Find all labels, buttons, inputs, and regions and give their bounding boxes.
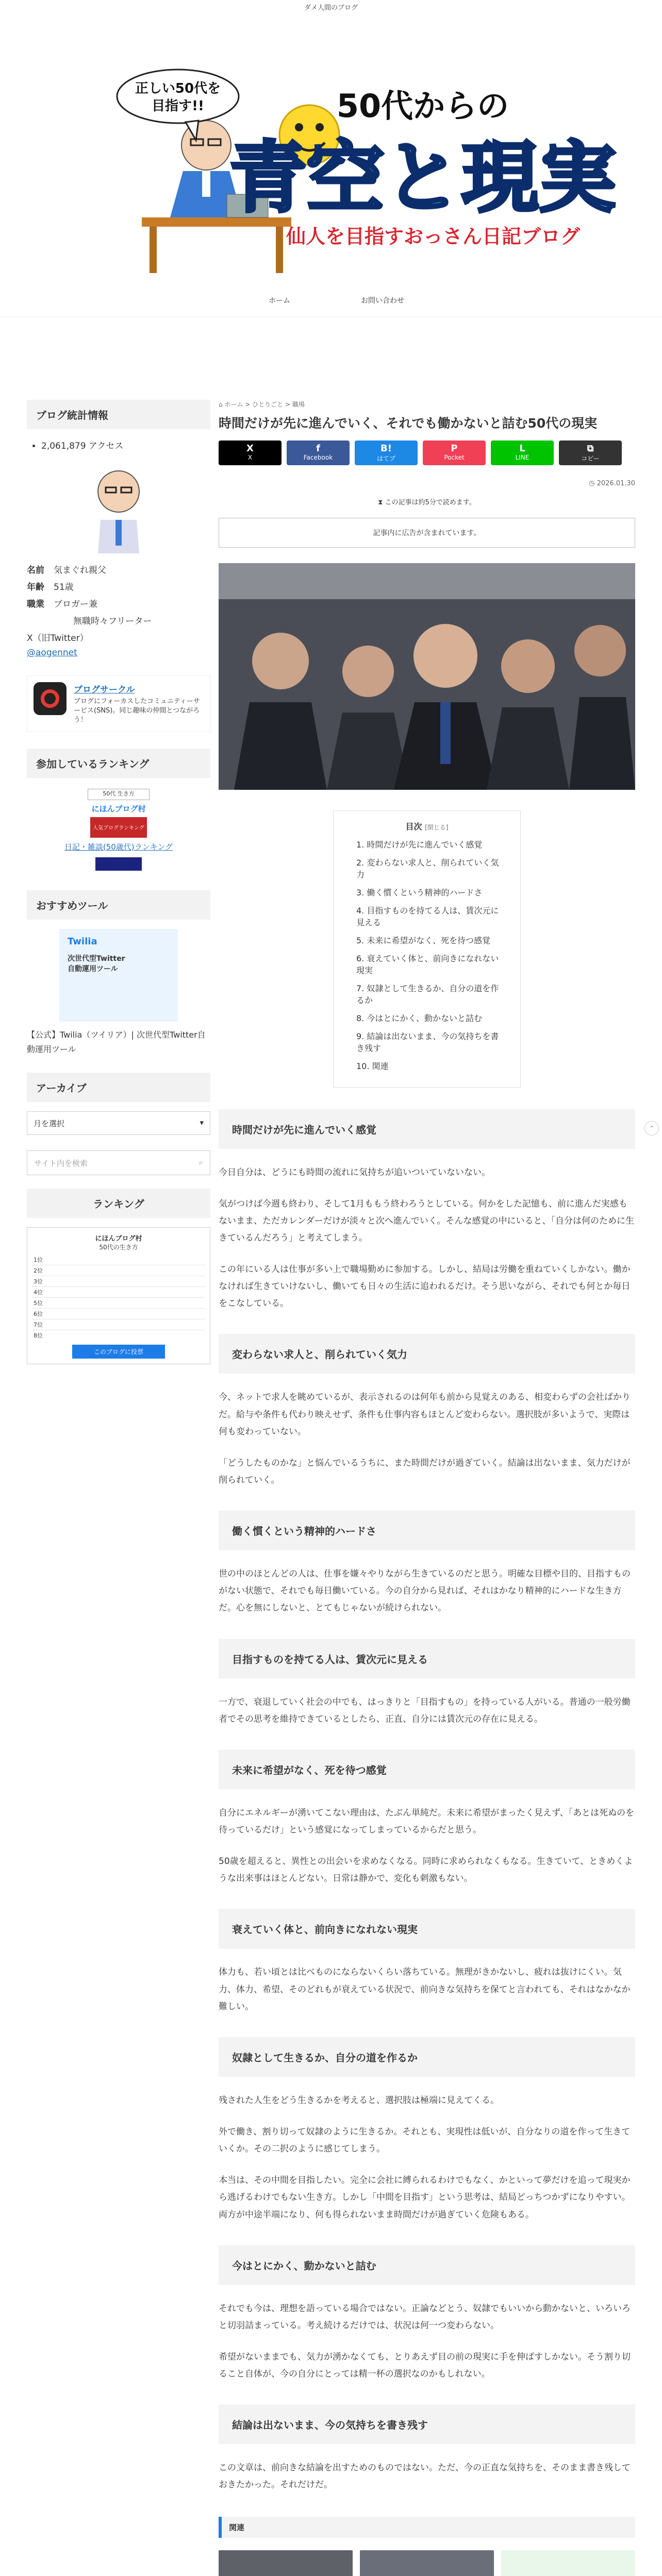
paragraph: 外で働き、割り切って奴隷のように生きるか。それとも、実現性は低いが、自分なりの道を作って生きていくか。その二択のように感じてしまう。 [219,2127,631,2155]
toc-item[interactable]: 5. 未来に希望がなく、死を待つ感覚 [356,935,491,945]
header-illustration [0,16,662,284]
bubble-line2: 目指す!! [152,98,204,114]
eyecatch-image [219,563,635,790]
ranking-row[interactable]: 3位 [32,1276,205,1287]
ranking-row[interactable]: 2位 [32,1265,205,1276]
toc-item[interactable]: 9. 結論は出ないまま、今の気持ちを書き残す [356,1031,499,1053]
paragraph: この文章は、前向きな結論を出すためのものではない。ただ、今の正直な気持ちを、そのまま書き残しておきたかった。それだけだ。 [219,2463,631,2490]
related-thumb[interactable] [360,2550,494,2576]
related-posts [219,2550,635,2576]
section-heading: 結論は出ないまま、今の気持ちを書き残す [219,2404,635,2444]
section-heading: 目指すものを持てる人は、賃次元に見える [219,1639,635,1679]
blogcircle-title[interactable]: ブログサークル [74,685,135,695]
search-icon[interactable]: ⌕ [198,1158,203,1167]
ranking-badges [27,787,210,876]
toc-item[interactable]: 2. 変わらない求人と、削られていく気力 [356,857,499,879]
blogcircle-icon [34,682,67,715]
blogcircle-desc: ブログにフォーカスしたコミュニティーサービス(SNS)。同じ趣味の仲間とつながろう！ [74,698,200,724]
related-card[interactable] [501,2550,635,2576]
profile-name: 名前 気まぐれ親父 [27,565,106,575]
twilia-banner[interactable]: Twilia 次世代型Twitter 自動運用ツール [59,929,178,1022]
section-heading: 時間だけが先に進んでいく感覚 [219,1109,635,1149]
paragraph: 残された人生をどう生きるかを考えると、選択肢は極端に見えてくる。 [219,2095,499,2106]
paragraph: 自分にエネルギーが湧いてこない理由は、たぶん単純だ。未来に希望がまったく見えず、「あとは死ぬのを待っているだけ」という感覚になってしまっているからだと思う。 [219,1807,635,1836]
ranking-row[interactable]: 1位 [32,1255,205,1265]
toc-item[interactable]: 3. 働く慣くという精神的ハードさ [356,887,483,897]
breadcrumb: ⌂ ホーム > ひとりごと > 職場 [219,401,305,408]
share-line-button[interactable]: L LINE [491,440,554,465]
paragraph: 気がつけば今週も終わり、そして1月ももう終わろうとしている。何かをした記憶も、前に進んだ実感もないまま、ただカレンダーだけが淡々と次へ進んでいく。そんな感覚の中にいると、「自分は何のために生きているんだろう」と考えてしまう。 [219,1198,635,1243]
toc-item[interactable]: 7. 奴隷として生きるか、自分の道を作るか [356,983,499,1005]
hourglass-icon: ⧗ [378,498,385,506]
related-card[interactable] [219,2550,353,2576]
share-hatena-button[interactable]: B! はてブ [355,440,418,465]
toc-item[interactable]: 10. 関連 [356,1061,389,1071]
share-buttons [219,440,635,465]
ranking-row[interactable]: 6位 [32,1309,205,1319]
scroll-top-button[interactable] [644,1121,659,1136]
chevron-down-icon: ▾ [200,1118,204,1128]
section-heading: 未来に希望がなく、死を待つ感覚 [219,1750,635,1789]
post-date: ◷ 2026.01.30 [589,479,635,487]
nav-contact[interactable]: お問い合わせ [361,297,404,305]
section-heading: 働く慣くという精神的ハードさ [219,1511,635,1550]
toc-item[interactable]: 4. 目指すものを持てる人は、賃次元に見える [356,905,499,927]
breadcrumb-cat2[interactable]: 職場 [292,401,305,408]
clock-icon: ◷ [589,479,597,487]
paragraph: 一方で、衰退していく社会の中でも、はっきりと「目指すもの」を持っている人がいる。普通の一般労働者でその思考を維持できているとしたら、正直、自分には賃次元の存在に見える。 [219,1697,631,1724]
article-main [219,396,635,2576]
badge-mura[interactable]: にほんブログ村 [91,804,146,814]
share-pocket-button[interactable]: P Pocket [423,440,486,465]
toc-list [347,838,507,1072]
nav-home[interactable]: ホーム [269,297,290,305]
badge-blogranking[interactable]: 人気ブログランキング [90,817,147,838]
ranking-row[interactable]: 5位 [32,1298,205,1309]
page-title: 時間だけが先に進んでいく、それでも働かないと詰む50代の現実 [219,416,598,431]
widget-title-recommend: おすすめツール [27,890,210,920]
share-x-button[interactable]: X X [219,440,282,465]
profile-avatar [82,461,155,553]
widget-title-ranking2: ランキング [27,1189,210,1218]
ranking-row[interactable]: 8位 [34,1332,43,1340]
ranking-link[interactable]: 日記・雑談(50歳代)ランキング [64,842,173,852]
profile-job: 職業 ブロガー兼 [27,599,97,609]
toc-toggle[interactable]: [閉じる] [425,823,449,831]
related-heading: 関連 [219,2517,635,2538]
widget-title-rankings: 参加しているランキング [27,749,210,778]
paragraph: この年にいる人は仕事が多い上で職場勤めに参加する。しかし、結局は労働を重ねていくしかない。働かなければ生きていけないし、働いても日々の生活に追われるだけ。そう思いながら、それでも何とか毎日をこなしている。 [219,1264,631,1309]
ranking-widget[interactable]: にほんブログ村 50代の生き方 1位 2位 3位 4位 5位 6位 7位 8位 このブログに投票 [27,1227,210,1364]
toc-item[interactable]: 8. 今はとにかく、動かないと詰む [356,1013,483,1023]
breadcrumb-cat1[interactable]: ひとりごと [252,401,284,408]
stats-list [27,438,210,451]
twilia-caption[interactable]: 【公式】Twilia（ツイリア）| 次世代型Twitter自動運用ツール [27,1029,206,1055]
paragraph: 今、ネットで求人を眺めているが、表示されるのは何年も前から見覚えのある、相変わらずの会社ばかりだ。給与や条件も代わり映えせず、条件も仕事内容もほとんど変わらない。選択肢が多いようで、実際は何も変わっていない。 [219,1392,631,1437]
title-small: 50代からの [336,87,509,125]
widget-title-blog-stats: ブログ統計情報 [27,400,210,429]
share-facebook-button[interactable]: f Facebook [287,440,350,465]
paragraph: 今日自分は、どうにも時間の流れに気持ちが追いついていないない。 [219,1167,490,1178]
chevron-up-icon: ^ [649,1125,655,1132]
badge-50s[interactable]: 50代 生き方 [88,789,150,800]
blogcircle-widget[interactable] [27,675,210,732]
reading-time: ⧗ この記事は約5分で読めます。 [378,498,476,506]
breadcrumb-home[interactable]: ホーム [224,401,243,408]
twitter-label: X（旧Twitter） [27,633,89,643]
paragraph: 「どうしたものかな」と悩んでいるうちに、また時間だけが過ぎていく。結論は出ないまま、気力だけが削られていく。 [219,1458,631,1486]
paragraph: 50歳を超えると、異性との出会いを求めなくなる。同時に求められなくもなる。生きていて、ときめくような出来事はほとんどない。日常は静かで、変化も刺激もない。 [219,1856,633,1884]
vote-button[interactable]: このブログに投票 [72,1345,165,1359]
paragraph: 体力も、若い頃とは比べものにならないくらい落ちている。無理がきかないし、疲れは抜けにくい。気力、体力、希望、そのどれもが衰えている状況で、前向きな気持ちを保てと言われても、それはなかなか難しい。 [219,1967,631,2012]
top-tagline: ダメ人間のブログ [304,4,358,12]
related-thumb[interactable] [219,2550,353,2576]
main-nav [0,284,662,317]
related-thumb[interactable] [501,2550,635,2576]
paragraph: 本当は、その中間を目指したい。完全に会社に縛られるわけでもなく、かといって夢だけを追って現実から逃げるわけでもない生き方。しかし「中間を目指す」という思考は、結局どっちつかずになりやすい。両方が中途半端になり、何も得られないまま時間だけが過ぎていく危険もある。 [219,2175,631,2220]
archive-select[interactable]: 月を選択 ▾ [27,1111,210,1135]
section-heading: 変わらない求人と、削られていく気力 [219,1334,635,1374]
search-input[interactable]: サイト内を検索 ⌕ [27,1150,210,1175]
table-of-contents [333,810,521,1088]
section-heading: 奴隷として生きるか、自分の道を作るか [219,2037,635,2077]
related-card[interactable] [360,2550,494,2576]
paragraph: 世の中のほとんどの人は、仕事を嫌々やりながら生きているのだと思う。明確な目標や目的、目指すものがない状態で、それでも毎日働いている。今の自分から見れば、それはかなり精神的にハードな生き方だ。心を無にしないと、とてもじゃないが続けられない。 [219,1569,631,1614]
site-header-banner[interactable] [0,16,662,284]
paragraph: 希望がないままでも、気力が湧かなくても、とりあえず目の前の現実に手を伸ばすしかない。そう割り切ること自体が、今の自分にとっては精一杯の選択なのかもしれない。 [219,2352,631,2380]
profile-age: 年齢 51歳 [27,582,74,592]
ad-notice: 記事内に広告が含まれています。 [219,518,635,548]
bubble-line1: 正しい50代を [135,81,221,96]
sidebar [27,400,210,1364]
toc-item[interactable]: 6. 衰えていく体と、前向きになれない現実 [356,953,499,975]
widget-title-archive: アーカイブ [27,1073,210,1102]
ranking-row[interactable]: 4位 [32,1287,205,1298]
paragraph: それでも今は、理想を語っている場合ではない。正論などとう、奴隷でもいいから動かないと、いろいろと切羽詰まっている。考え続けるだけでは、状況は何一つ変わらない。 [219,2303,631,2331]
ranking-row[interactable]: 7位 [32,1319,205,1330]
section-heading: 今はとにかく、動かないと詰む [219,2245,635,2285]
toc-item[interactable]: 1. 時間だけが先に進んでいく感覚 [356,839,483,850]
section-heading: 衰えていく体と、前向きになれない現実 [219,1909,635,1948]
blog-ranking-banner[interactable] [95,857,142,871]
twitter-link[interactable]: @aogennet [27,648,77,658]
toc-header: 目次 [閉じる] [405,821,449,832]
title-sub: 仙人を目指すおっさん日記ブログ [286,225,581,248]
title-big: 青空と現実 [229,133,617,223]
share-copy-button[interactable]: ⧉ コピー [559,440,622,465]
profile-job-extra: 無職時々フリーター [73,616,152,626]
access-count: • 2,061,879 アクセス [41,438,210,451]
home-icon: ⌂ [219,401,223,408]
